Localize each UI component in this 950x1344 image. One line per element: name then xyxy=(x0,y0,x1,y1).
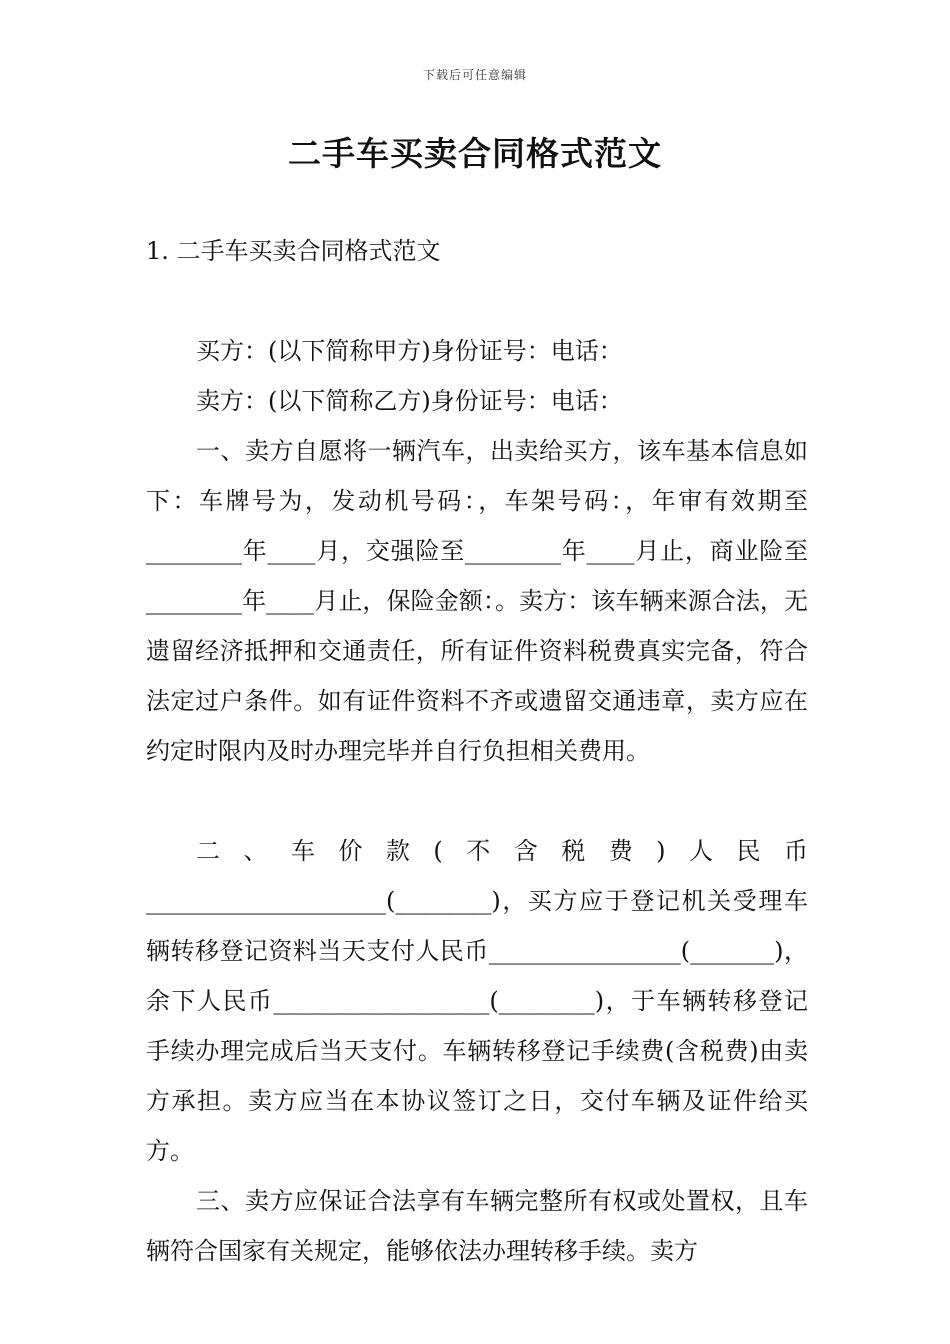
document-title: 二手车买卖合同格式范文 xyxy=(288,134,662,173)
clause-2-paragraph: 二、车价款(不含税费)人民币____________________(________)，买方应于登记机关受理车辆转移登记资料当天支付人民币________________(_______)，余下人民币__________________(________)，于车辆转移登记手续办理完成后当天支付。车辆转移登记手续费(含税费)由卖方承担。卖方应当在本协议签订之日，交付车辆及证件给买方。 xyxy=(146,837,808,1165)
section-heading: 1. 二手车买卖合同格式范文 xyxy=(146,237,441,265)
clause-1-paragraph: 一、卖方自愿将一辆汽车，出卖给买方，该车基本信息如下：车牌号为，发动机号码：，车架号码：，年审有效期至________年____月，交强险至________年____月止，商业险至________年____月止，保险金额：。卖方：该车辆来源合法，无遗留经济抵押和交通责任，所有证件资料税费真实完备，符合法定过户条件。如有证件资料不齐或遗留交通违章，卖方应在约定时限内及时办理完毕并自行负担相关费用。 xyxy=(146,437,808,765)
document-body-parties xyxy=(146,326,808,776)
document-body-clauses xyxy=(146,826,808,1276)
clause-3-paragraph: 三、卖方应保证合法享有车辆完整所有权或处置权，且车辆符合国家有关规定，能够依法办理转移手续。卖方 xyxy=(146,1187,808,1265)
buyer-paragraph: 买方：(以下简称甲方)身份证号：电话： xyxy=(196,337,623,365)
header-note: 下载后可任意编辑 xyxy=(422,68,527,82)
seller-paragraph: 卖方：(以下简称乙方)身份证号：电话： xyxy=(196,387,623,415)
